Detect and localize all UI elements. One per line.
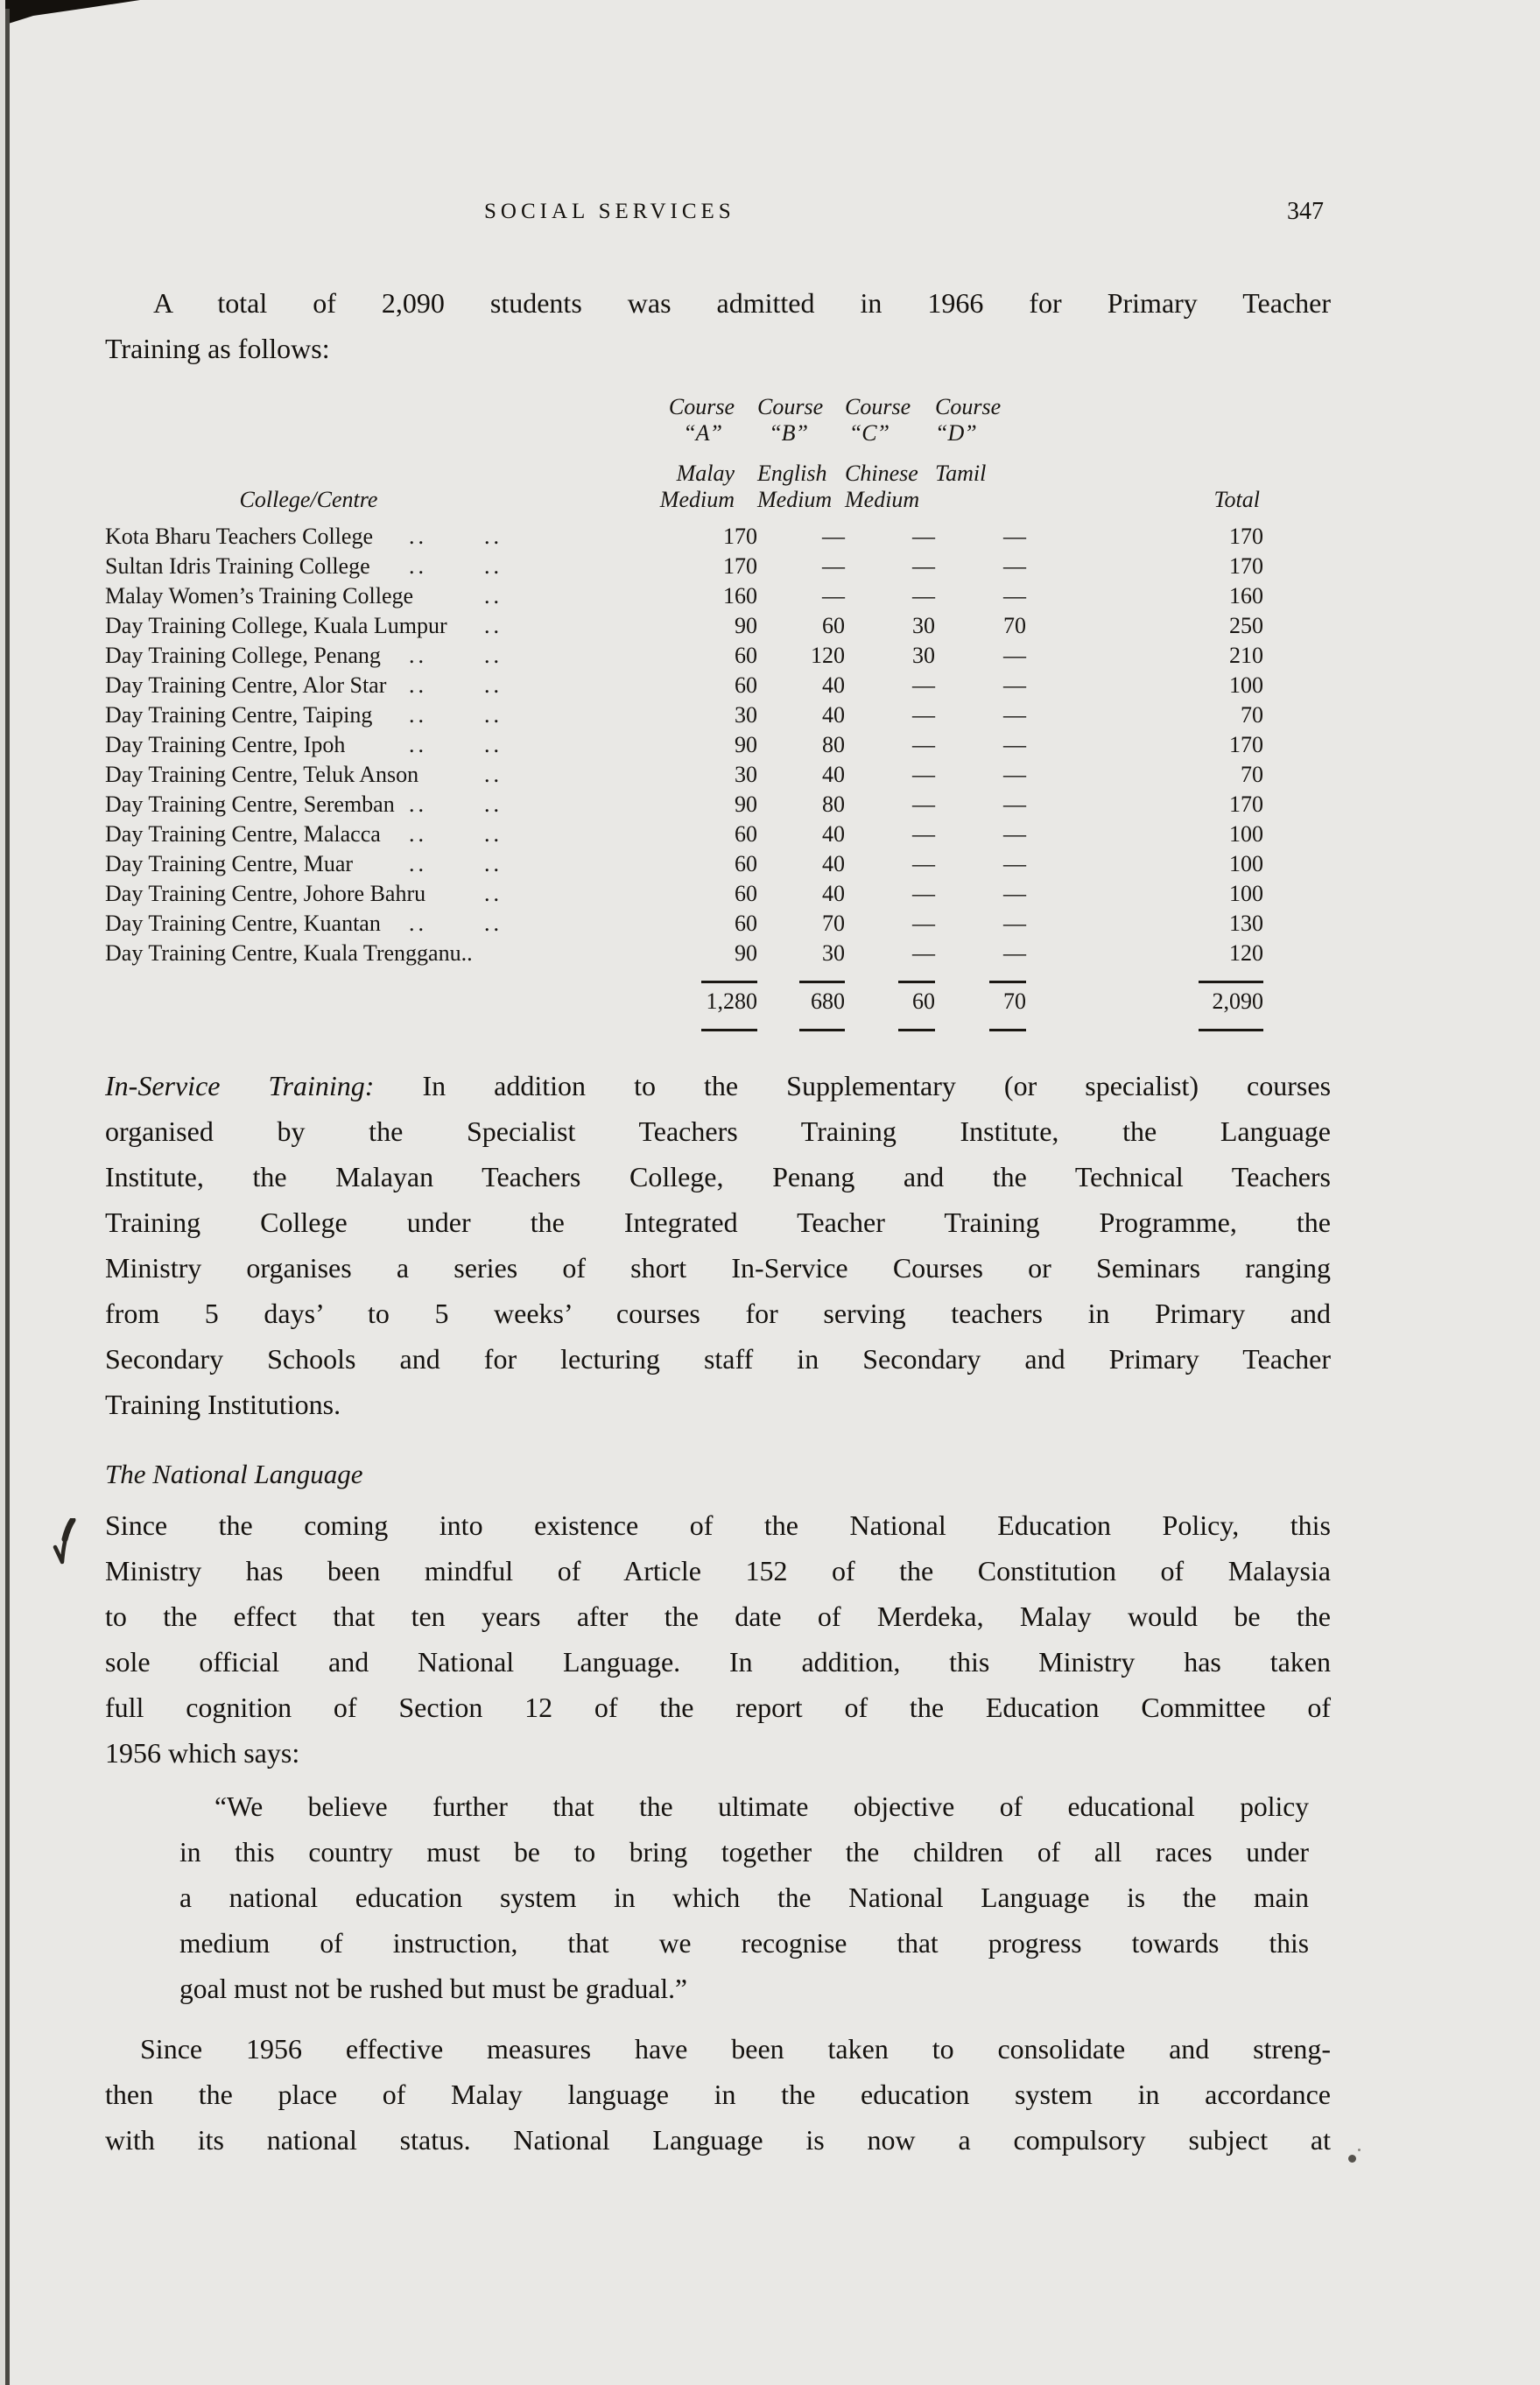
leader-dots: .. — [484, 524, 503, 549]
cell-course-a: 60 — [735, 672, 757, 698]
cell-course-b: 40 — [822, 821, 845, 847]
cell-label: Day Training College, Kuala Lumpur — [105, 613, 447, 638]
leader-dots: .. — [409, 851, 427, 876]
totals-rule-below — [105, 1025, 1331, 1031]
leader-dots: .. — [409, 524, 427, 549]
malay-medium-header: Malay — [676, 461, 735, 486]
cell-total: 100 — [1229, 881, 1263, 906]
course-b-letter: “B” — [769, 420, 808, 446]
leader-dots — [468, 939, 560, 968]
block-quote — [179, 1784, 1309, 2012]
cell-course-a: 170 — [723, 524, 757, 549]
cell-course-a: 60 — [735, 911, 757, 936]
leader-dots: .. — [484, 672, 503, 698]
total-course-b: 680 — [811, 988, 845, 1014]
national-language-paragraph — [105, 1502, 1331, 1776]
text-line: Ministry has been mindful of Article 152 of the Constitution of Malaysia — [105, 1555, 1331, 1586]
cell-course-b: — — [822, 524, 845, 549]
course-c-header: Course — [845, 394, 911, 419]
cell-label: Day Training Centre, Alor Star — [105, 672, 387, 698]
cell-label: Day Training Centre, Teluk Anson — [105, 762, 419, 787]
cell-course-c: — — [912, 940, 935, 966]
cell-course-d: — — [1003, 911, 1026, 936]
page-number: 347 — [1287, 198, 1324, 225]
leader-dots: .. — [484, 613, 503, 638]
text-line: “We believe further that the ultimate objective of educational policy — [214, 1791, 1309, 1822]
text-line: Since 1956 effective measures have been taken to consolidate and streng- — [140, 2033, 1331, 2065]
leader-dots: .. — [409, 672, 427, 698]
table-row — [105, 849, 1331, 879]
leader-dots: .. — [484, 553, 503, 579]
table-row — [105, 522, 1331, 552]
cell-label: Day Training Centre, Malacca — [105, 821, 381, 847]
text-line: full cognition of Section 12 of the report of the Education Committee of — [105, 1692, 1331, 1723]
cell-course-b: 40 — [822, 702, 845, 728]
table-row — [105, 700, 1331, 730]
table-row — [105, 879, 1331, 909]
course-b-header: Course — [757, 394, 824, 419]
totals-rule-above — [105, 977, 1331, 983]
cell-course-d: — — [1003, 524, 1026, 549]
cell-course-d: — — [1003, 643, 1026, 668]
medium-word-row — [105, 487, 1331, 513]
cell-course-d: — — [1003, 583, 1026, 609]
cell-course-c: — — [912, 732, 935, 757]
leader-dots: .. — [484, 911, 503, 936]
cell-course-c: 30 — [912, 643, 935, 668]
medium-word-c: Medium — [845, 487, 920, 512]
leader-dots — [394, 939, 468, 968]
course-header-row — [105, 394, 1331, 420]
table-row — [105, 760, 1331, 790]
cell-total: 250 — [1229, 613, 1263, 638]
leader-dots — [394, 760, 468, 790]
cell-label: Day Training Centre, Muar — [105, 851, 354, 876]
cell-total: 100 — [1229, 851, 1263, 876]
ink-speck — [1348, 2155, 1356, 2163]
text-line — [105, 1063, 1331, 1108]
text-line: in this country must be to bring together the children of all races under — [179, 1837, 1309, 1868]
text-line: 1956 which says: — [105, 1737, 300, 1769]
leader-dots: .. — [409, 553, 427, 579]
leader-dots: .. — [484, 851, 503, 876]
leader-dots: .. — [484, 791, 503, 817]
cell-course-c: — — [912, 791, 935, 817]
cell-course-b: 40 — [822, 762, 845, 787]
cell-total: 210 — [1229, 643, 1263, 668]
cell-course-a: 90 — [735, 791, 757, 817]
margin-check-icon — [49, 1518, 79, 1573]
cell-course-a: 90 — [735, 613, 757, 638]
tamil-medium-header: Tamil — [935, 461, 987, 486]
text-line: a national education system in which the National Language is the main — [179, 1882, 1309, 1913]
cell-course-c: — — [912, 672, 935, 698]
leader-dots: .. — [409, 732, 427, 757]
text-line: Training as follows: — [105, 333, 330, 364]
text-line: organised by the Specialist Teachers Training Institute, the Language — [105, 1115, 1331, 1147]
cell-course-b: 40 — [822, 881, 845, 906]
text-line: from 5 days’ to 5 weeks’ courses for serving teachers in Primary and — [105, 1298, 1331, 1329]
total-course-d: 70 — [1003, 988, 1026, 1014]
medium-word-a: Medium — [659, 487, 735, 512]
medium-word-b: Medium — [757, 487, 833, 512]
cell-label: Kota Bharu Teachers College — [105, 524, 373, 549]
cell-course-c: — — [912, 911, 935, 936]
cell-course-d: — — [1003, 702, 1026, 728]
leader-dots — [394, 611, 468, 641]
cell-course-d: — — [1003, 762, 1026, 787]
page-edge-line — [5, 9, 10, 2385]
cell-course-b: 70 — [822, 911, 845, 936]
course-letter-row — [105, 420, 1331, 447]
cell-course-d: — — [1003, 881, 1026, 906]
section-heading-national-language: The National Language — [105, 1459, 363, 1489]
cell-course-b: 80 — [822, 732, 845, 757]
table-row — [105, 730, 1331, 760]
cell-course-a: 90 — [735, 940, 757, 966]
cell-course-d: — — [1003, 553, 1026, 579]
leader-dots: .. — [409, 911, 427, 936]
running-head-title: SOCIAL SERVICES — [484, 200, 735, 223]
cell-course-a: 60 — [735, 821, 757, 847]
cell-course-b: — — [822, 553, 845, 579]
cell-total: 170 — [1229, 524, 1263, 549]
cell-label: Day Training Centre, Taiping — [105, 702, 373, 728]
cell-course-b: 80 — [822, 791, 845, 817]
text-line: A total of 2,090 students was admitted in 1966 for Primary Teacher — [153, 287, 1331, 319]
table-row — [105, 581, 1331, 611]
cell-total: 160 — [1229, 583, 1263, 609]
cell-label: Day Training Centre, Ipoh — [105, 732, 346, 757]
intro-paragraph — [105, 280, 1331, 371]
table-row — [105, 790, 1331, 820]
cell-course-d: 70 — [1003, 613, 1026, 638]
table-row — [105, 611, 1331, 641]
text-line: Institute, the Malayan Teachers College, Penang and the Technical Teachers — [105, 1161, 1331, 1192]
cell-total: 170 — [1229, 732, 1263, 757]
table-row — [105, 909, 1331, 939]
total-header: Total — [1213, 487, 1260, 512]
cell-course-c: — — [912, 821, 935, 847]
course-d-letter: “D” — [935, 420, 977, 446]
medium-name-row — [105, 461, 1331, 487]
cell-course-a: 90 — [735, 732, 757, 757]
grand-total: 2,090 — [1212, 988, 1263, 1014]
cell-course-a: 60 — [735, 851, 757, 876]
cell-total: 100 — [1229, 821, 1263, 847]
cell-course-c: — — [912, 851, 935, 876]
table-row — [105, 820, 1331, 849]
cell-course-d: — — [1003, 672, 1026, 698]
cell-course-d: — — [1003, 732, 1026, 757]
cell-label: Sultan Idris Training College — [105, 553, 370, 579]
cell-course-b: 120 — [811, 643, 845, 668]
course-d-header: Course — [935, 394, 1002, 419]
chinese-medium-header: Chinese — [845, 461, 918, 486]
text-line: sole official and National Language. In addition, this Ministry has taken — [105, 1646, 1331, 1678]
course-c-letter: “C” — [848, 420, 890, 446]
cell-course-d: — — [1003, 940, 1026, 966]
cell-course-a: 160 — [723, 583, 757, 609]
in-service-first-line-rest: In addition to the Supplementary (or specialist) courses — [422, 1070, 1332, 1101]
course-a-letter: “A” — [683, 420, 722, 446]
cell-course-d: — — [1003, 821, 1026, 847]
leader-dots: .. — [409, 643, 427, 668]
total-course-a: 1,280 — [706, 988, 757, 1014]
cell-course-a: 60 — [735, 643, 757, 668]
in-service-lead-in: In-Service Training: — [105, 1070, 375, 1101]
text-line: to the effect that ten years after the date of Merdeka, Malay would be the — [105, 1601, 1331, 1632]
totals-row — [105, 987, 1331, 1017]
in-service-lines — [105, 1108, 1331, 1427]
cell-total: 120 — [1229, 940, 1263, 966]
total-course-c: 60 — [912, 988, 935, 1014]
cell-course-b: 40 — [822, 851, 845, 876]
cell-course-b: 30 — [822, 940, 845, 966]
in-service-paragraph — [105, 1063, 1331, 1427]
cell-course-d: — — [1003, 851, 1026, 876]
text-line: Since the coming into existence of the National Education Policy, this — [105, 1509, 1331, 1541]
leader-dots: .. — [409, 821, 427, 847]
leader-dots: .. — [484, 732, 503, 757]
teacher-training-table — [105, 394, 1331, 1031]
leader-dots: .. — [484, 821, 503, 847]
leader-dots — [394, 879, 468, 909]
text-line: Training College under the Integrated Teacher Training Programme, the — [105, 1207, 1331, 1238]
cell-course-d: — — [1003, 791, 1026, 817]
text-line: Ministry organises a series of short In-Service Courses or Seminars ranging — [105, 1252, 1331, 1284]
cell-course-c: — — [912, 762, 935, 787]
cell-label: Day Training Centre, Seremban — [105, 791, 395, 817]
text-line: medium of instruction, that we recognise that progress towards this — [179, 1928, 1309, 1959]
leader-dots — [394, 581, 468, 611]
leader-dots: .. — [484, 583, 503, 609]
closing-paragraph — [105, 2026, 1331, 2163]
course-a-header: Course — [668, 394, 735, 419]
cell-total: 70 — [1241, 762, 1263, 787]
text-line: then the place of Malay language in the education system in accordance — [105, 2079, 1331, 2110]
cell-course-c: — — [912, 881, 935, 906]
cell-total: 100 — [1229, 672, 1263, 698]
cell-course-a: 30 — [735, 762, 757, 787]
cell-course-c: 30 — [912, 613, 935, 638]
cell-course-b: 60 — [822, 613, 845, 638]
table-body — [105, 522, 1331, 968]
cell-course-b: — — [822, 583, 845, 609]
cell-label: Day Training Centre, Johore Bahru — [105, 881, 426, 906]
leader-dots: .. — [484, 881, 503, 906]
cell-label: Day Training Centre, Kuantan — [105, 911, 381, 936]
cell-total: 130 — [1229, 911, 1263, 936]
leader-dots: .. — [484, 702, 503, 728]
cell-course-c: — — [912, 553, 935, 579]
cell-total: 70 — [1241, 702, 1263, 728]
text-line: Secondary Schools and for lecturing staff in Secondary and Primary Teacher — [105, 1343, 1331, 1375]
leader-dots: .. — [484, 643, 503, 668]
text-line: goal must not be rushed but must be gradual.” — [179, 1973, 688, 2004]
cell-course-b: 40 — [822, 672, 845, 698]
cell-course-c: — — [912, 524, 935, 549]
english-medium-header: English — [757, 461, 827, 486]
leader-dots: .. — [409, 791, 427, 817]
leader-dots: .. — [484, 762, 503, 787]
cell-label: Day Training Centre, Kuala Trengganu.. — [105, 940, 473, 966]
cell-course-a: 170 — [723, 553, 757, 579]
text-line: with its national status. National Language is now a compulsory subject at — [105, 2124, 1331, 2156]
table-header — [105, 394, 1331, 513]
table-row — [105, 641, 1331, 671]
college-centre-header: College/Centre — [239, 487, 378, 512]
table-row — [105, 552, 1331, 581]
cell-course-a: 60 — [735, 881, 757, 906]
cell-course-c: — — [912, 702, 935, 728]
cell-course-a: 30 — [735, 702, 757, 728]
leader-dots: .. — [409, 702, 427, 728]
text-line: Training Institutions. — [105, 1389, 341, 1420]
text-column — [105, 0, 1331, 2163]
cell-course-c: — — [912, 583, 935, 609]
cell-total: 170 — [1229, 553, 1263, 579]
table-row — [105, 671, 1331, 700]
cell-label: Malay Women’s Training College — [105, 583, 414, 609]
cell-total: 170 — [1229, 791, 1263, 817]
cell-label: Day Training College, Penang — [105, 643, 381, 668]
table-row — [105, 939, 1331, 968]
